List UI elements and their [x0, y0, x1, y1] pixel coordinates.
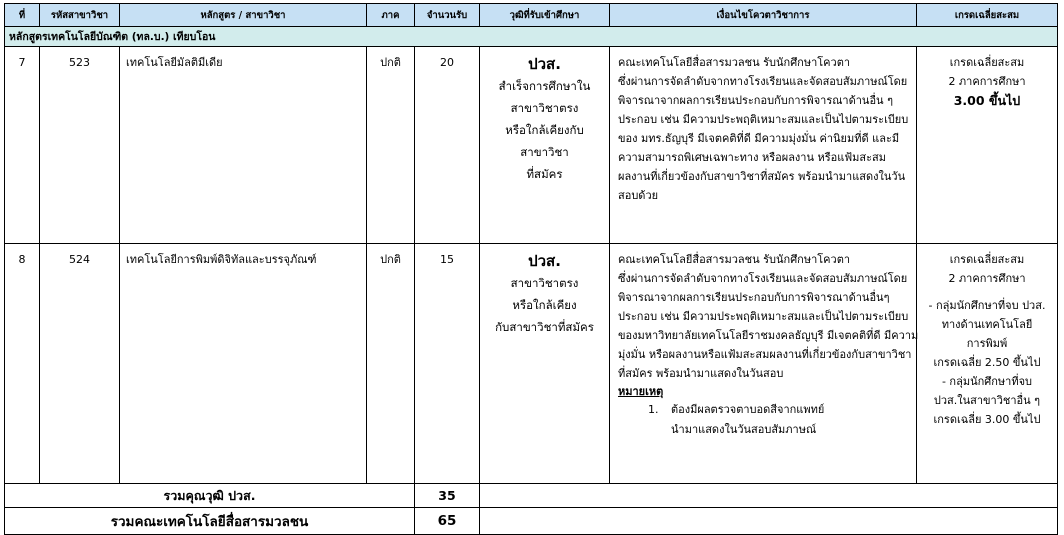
summary-row: [5, 484, 1058, 508]
gpa-line: เกรดเฉลี่ย 3.00 ขึ้นไป: [933, 413, 1041, 426]
row-no: 8: [5, 244, 40, 484]
qualification-line: หรือใกล้เคียงกับ: [505, 123, 584, 137]
header-no: ที่: [5, 4, 40, 27]
row-program: เทคโนโลยีมัลติมีเดีย: [120, 47, 367, 244]
condition-line: สอบด้วย: [618, 189, 659, 202]
section-title: หลักสูตรเทคโนโลยีบัณฑิต (ทล.บ.) เทียบโอน: [5, 27, 1058, 47]
gpa-line: 2 ภาคการศึกษา: [948, 272, 1026, 285]
note-number: 1.: [648, 403, 659, 416]
condition-line: ซึ่งผ่านการจัดลำดับจากทางโรงเรียนและจัดสอบสัมภาษณ์โดย: [618, 272, 908, 285]
qualification-line: หรือใกล้เคียง: [512, 298, 577, 312]
gpa-requirement: 3.00 ขึ้นไป: [953, 93, 1021, 108]
gpa-line: เกรดเฉลี่ยสะสม: [949, 56, 1025, 69]
summary-total: 65: [415, 508, 480, 535]
condition-line: มุ่งมั่น หรือผลงานหรือแฟ้มสะสมผลงานที่เกี่ยวข้องกับสาขาวิชา: [618, 348, 912, 361]
header-code: รหัสสาขาวิชา: [40, 4, 120, 27]
condition-line: ของมหาวิทยาลัยเทคโนโลยีราชมงคลธัญบุรี มีเจตคติที่ดี มีความ: [618, 329, 919, 342]
condition-line: ความสามารถพิเศษเฉพาะทาง หรือผลงาน หรือแฟ้มสะสม: [618, 151, 886, 164]
header-quota: จำนวนรับ: [415, 4, 480, 27]
qualification-line: สาขาวิชาตรง: [510, 101, 579, 115]
summary-label: รวมคุณวุฒิ ปวส.: [5, 484, 415, 508]
row-code: 523: [40, 47, 120, 244]
row-qualification: [480, 244, 610, 484]
header-gpa: เกรดเฉลี่ยสะสม: [917, 4, 1058, 27]
condition-line: ประกอบ เช่น มีความประพฤติเหมาะสมและเป็นไปตามระเบียบ: [618, 310, 909, 323]
summary-label: รวมคณะเทคโนโลยีสื่อสารมวลชน: [5, 508, 415, 535]
section-row: [5, 27, 1058, 47]
note-title: หมายเหตุ: [618, 385, 664, 398]
row-program: เทคโนโลยีการพิมพ์ดิจิทัลและบรรจุภัณฑ์: [120, 244, 367, 484]
condition-line: คณะเทคโนโลยีสื่อสารมวลชน รับนักศึกษาโควตา: [618, 253, 851, 266]
qualification-title: ปวส.: [528, 252, 561, 270]
header-qualification: วุฒิที่รับเข้าศึกษา: [480, 4, 610, 27]
note-item: [618, 400, 912, 420]
summary-row: [5, 508, 1058, 535]
gpa-line: 2 ภาคการศึกษา: [948, 75, 1026, 88]
admission-quota-page: [4, 3, 1057, 535]
row-quota: 15: [415, 244, 480, 484]
gpa-line: เกรดเฉลี่ยสะสม: [949, 253, 1025, 266]
row-conditions: [610, 244, 917, 484]
gpa-line: ปวส.ในสาขาวิชาอื่น ๆ: [933, 394, 1041, 407]
header-program: หลักสูตร / สาขาวิชา: [120, 4, 367, 27]
quota-table: [4, 3, 1058, 535]
row-quota: 20: [415, 47, 480, 244]
gpa-line: - กลุ่มนักศึกษาที่จบ: [941, 375, 1033, 388]
table-row: [5, 47, 1058, 244]
row-session: ปกติ: [367, 244, 415, 484]
row-gpa: [917, 244, 1058, 484]
qualification-line: สาขาวิชา: [520, 145, 569, 159]
qualification-line: กับสาขาวิชาที่สมัคร: [495, 320, 594, 334]
row-conditions: [610, 47, 917, 244]
table-row: [5, 244, 1058, 484]
condition-line: ของ มทร.ธัญบุรี มีเจตคติที่ดี มีความมุ่งมั่น ค่านิยมที่ดี และมี: [618, 132, 900, 145]
qualification-line: ที่สมัคร: [526, 167, 563, 181]
condition-line: ที่สมัคร พร้อมนำมาแสดงในวันสอบ: [618, 367, 784, 380]
row-session: ปกติ: [367, 47, 415, 244]
header-session: ภาค: [367, 4, 415, 27]
gpa-line: - กลุ่มนักศึกษาที่จบ ปวส.: [928, 299, 1046, 312]
gpa-line: เกรดเฉลี่ย 2.50 ขึ้นไป: [933, 356, 1041, 369]
condition-line: พิจารณาจากผลการเรียนประกอบกับการพิจารณาด้านอื่น ๆ: [618, 94, 893, 107]
condition-line: ประกอบ เช่น มีความประพฤติเหมาะสมและเป็นไปตามระเบียบ: [618, 113, 909, 126]
condition-line: ผลงานที่เกี่ยวข้องกับสาขาวิชาที่สมัคร พร้อมนำมาแสดงในวัน: [618, 170, 906, 183]
row-code: 524: [40, 244, 120, 484]
summary-total: 35: [415, 484, 480, 508]
qualification-title: ปวส.: [528, 55, 561, 73]
summary-blank: [480, 484, 1058, 508]
qualification-line: สาขาวิชาตรง: [510, 276, 579, 290]
condition-line: ซึ่งผ่านการจัดลำดับจากทางโรงเรียนและจัดสอบสัมภาษณ์โดย: [618, 75, 908, 88]
note-text: ต้องมีผลตรวจตาบอดสีจากแพทย์: [671, 403, 825, 416]
row-qualification: [480, 47, 610, 244]
gpa-line: การพิมพ์: [966, 337, 1008, 350]
gpa-line: ทางด้านเทคโนโลยี: [941, 318, 1033, 331]
condition-line: คณะเทคโนโลยีสื่อสารมวลชน รับนักศึกษาโควตา: [618, 56, 851, 69]
summary-blank: [480, 508, 1058, 535]
row-no: 7: [5, 47, 40, 244]
note-text: นำมาแสดงในวันสอบสัมภาษณ์: [671, 423, 817, 436]
qualification-line: สำเร็จการศึกษาใน: [498, 79, 591, 93]
header-conditions: เงื่อนไขโควตาวิชาการ: [610, 4, 917, 27]
header-row: [5, 4, 1058, 27]
condition-line: พิจารณาจากผลการเรียนประกอบกับการพิจารณาด้านอื่นๆ: [618, 291, 890, 304]
row-gpa: [917, 47, 1058, 244]
